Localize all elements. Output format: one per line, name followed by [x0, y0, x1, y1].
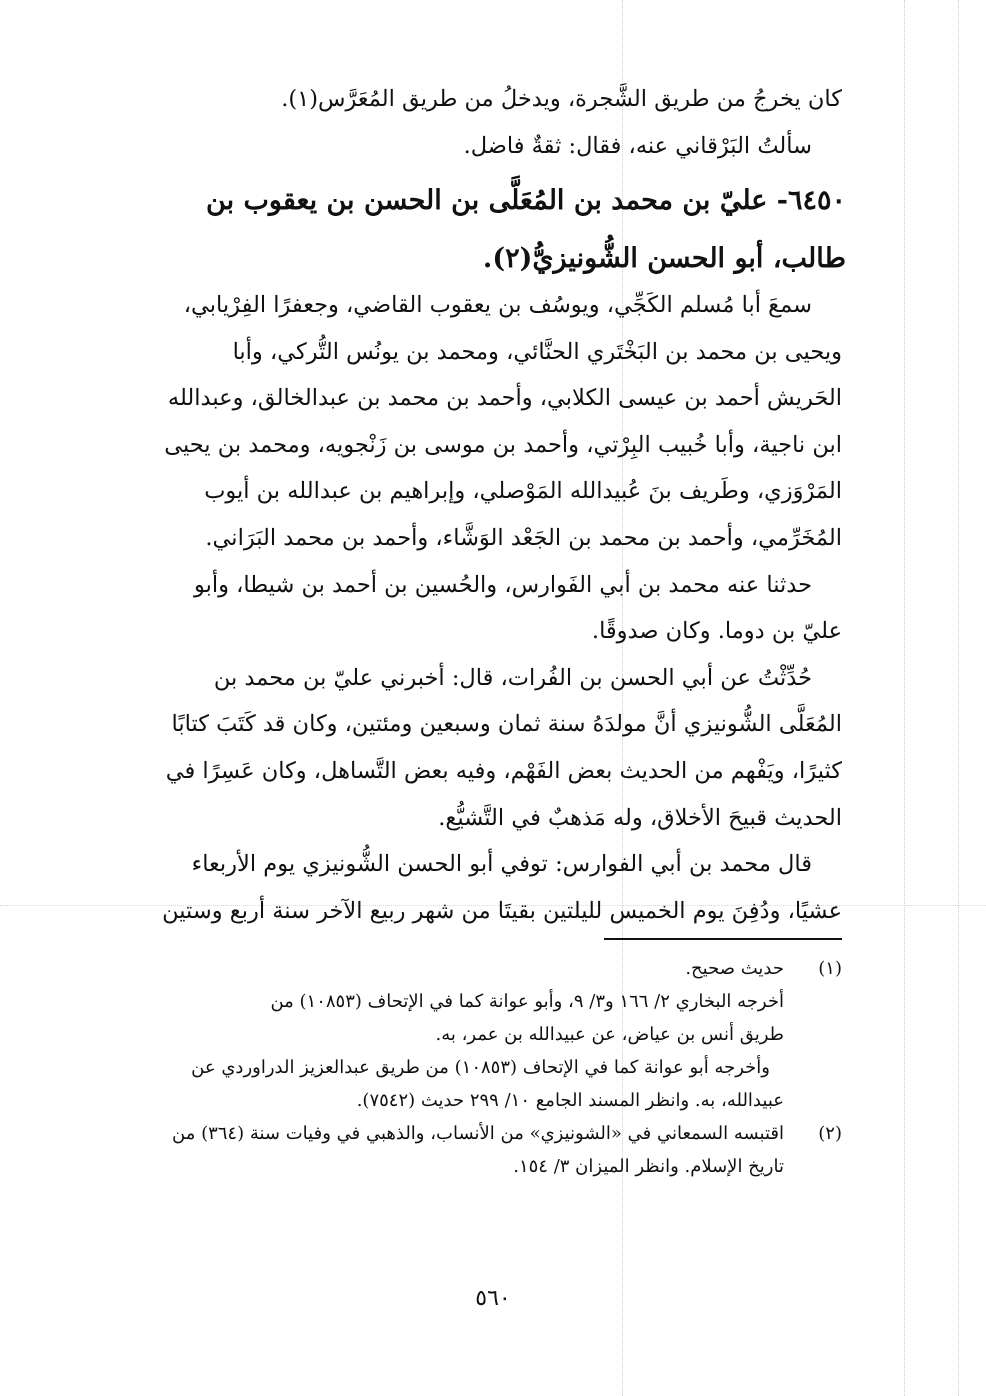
footnote-2: [136, 1117, 842, 1150]
paragraph: [142, 841, 842, 934]
footnotes: [136, 952, 842, 1183]
paragraph: [142, 282, 842, 562]
text-line: عشيًا، ودُفِنَ يوم الخميس لليلتين بقيتَا من شهر ربيع الآخر سنة أربع وستين: [162, 897, 842, 924]
footnote-text: عبيدالله، به. وانظر المسند الجامع ١٠/ ٢٩٩ حديث (٧٥٤٢).: [356, 1090, 784, 1111]
text-line: الحَريش أحمد بن عيسى الكلابي، وأحمد بن محمد بن عبدالخالق، وعبدالله: [167, 385, 842, 412]
text-line: الحديث قبيحَ الأخلاق، وله مَذهبٌ في التَّشيُّع.: [438, 804, 842, 831]
text-line: المُعَلَّى الشُّونيزي أنَّ مولدَهُ سنة ثمان وسبعين ومئتين، وكان قد كَتَبَ كتابًا: [171, 711, 842, 738]
scan-guide-line: [904, 0, 905, 1396]
continued-text: [142, 76, 842, 169]
footnote-number: (١): [818, 958, 842, 979]
footnote-text: اقتبسه السمعاني في «الشونيزي» من الأنساب، والذهبي في وفيات سنة (٣٦٤) من: [172, 1123, 784, 1144]
text-line: كثيرًا، ويَفْهم من الحديث بعض الفَهْم، وفيه بعض التَّساهل، وكان عَسِرًا في: [165, 757, 842, 784]
footnote-text: حديث صحيح.: [685, 958, 784, 979]
footnote-text: وأخرجه أبو عوانة كما في الإتحاف (١٠٨٥٣) من طريق عبدالعزيز الدراوردي عن: [191, 1057, 770, 1078]
text-line: حدثنا عنه محمد بن أبي الفَوارس، والحُسين بن أحمد بن شيطا، وأبو: [193, 571, 812, 598]
paragraph: [142, 655, 842, 841]
footnote-text: أخرجه البخاري ٢/ ١٦٦ و٣/ ٩، وأبو عوانة كما في الإتحاف (١٠٨٥٣) من: [270, 991, 784, 1012]
entry-heading-line: طالب، أبو الحسن الشُّونيزيُّ(٢).: [482, 243, 846, 274]
text-line: عليّ بن دوما. وكان صدوقًا.: [591, 618, 842, 645]
text-line: قال محمد بن أبي الفوارس: توفي أبو الحسن الشُّونيزي يوم الأربعاء: [191, 851, 812, 878]
footnote-1: [136, 952, 842, 985]
footnote-number: (٢): [818, 1123, 842, 1144]
entry-heading-line: ٦٤٥٠- عليّ بن محمد بن المُعَلَّى بن الحسن بن يعقوب بن: [206, 185, 846, 216]
footnote-text: طريق أنس بن عياض، عن عبيدالله بن عمر، به.: [435, 1024, 784, 1045]
text-line: حُدِّثْتُ عن أبي الحسن بن الفُرات، قال: أخبرني عليّ بن محمد بن: [213, 664, 812, 691]
text-line: المُخَرِّمي، وأحمد بن محمد بن الجَعْد الوَشَّاء، وأحمد بن محمد البَرَاني.: [205, 524, 842, 551]
footnote-separator: [604, 938, 842, 940]
footnote-text: تاريخ الإسلام. وانظر الميزان ٣/ ١٥٤.: [513, 1156, 784, 1177]
entry-heading: [136, 172, 846, 288]
page-number: ٥٦٠: [475, 1286, 511, 1311]
text-line: سألتُ البَرْقاني عنه، فقال: ثقةٌ فاضل.: [463, 132, 812, 159]
main-text: [142, 282, 842, 934]
text-line: ويحيى بن محمد بن البَخْتَري الحنَّائي، ومحمد بن يونُس التُّركي، وأبا: [232, 338, 842, 365]
scan-guide-line: [958, 0, 959, 1396]
paragraph: [142, 562, 842, 655]
text-line: المَرْوَزي، وطَريف بنَ عُبيدالله المَوْصلي، وإبراهيم بن عبدالله بن أيوب: [204, 478, 842, 505]
text-line: ابن ناجية، وأبا خُبيب البِرْتي، وأحمد بن موسى بن زَنْجويه، ومحمد بن يحيى: [164, 431, 842, 458]
text-line: سمعَ أبا مُسلم الكَجِّي، ويوسُف بن يعقوب القاضي، وجعفرًا الفِرْيابي،: [183, 292, 812, 318]
text-line: كان يخرجُ من طريق الشَّجرة، ويدخلُ من طريق المُعَرَّس(١).: [281, 86, 842, 112]
